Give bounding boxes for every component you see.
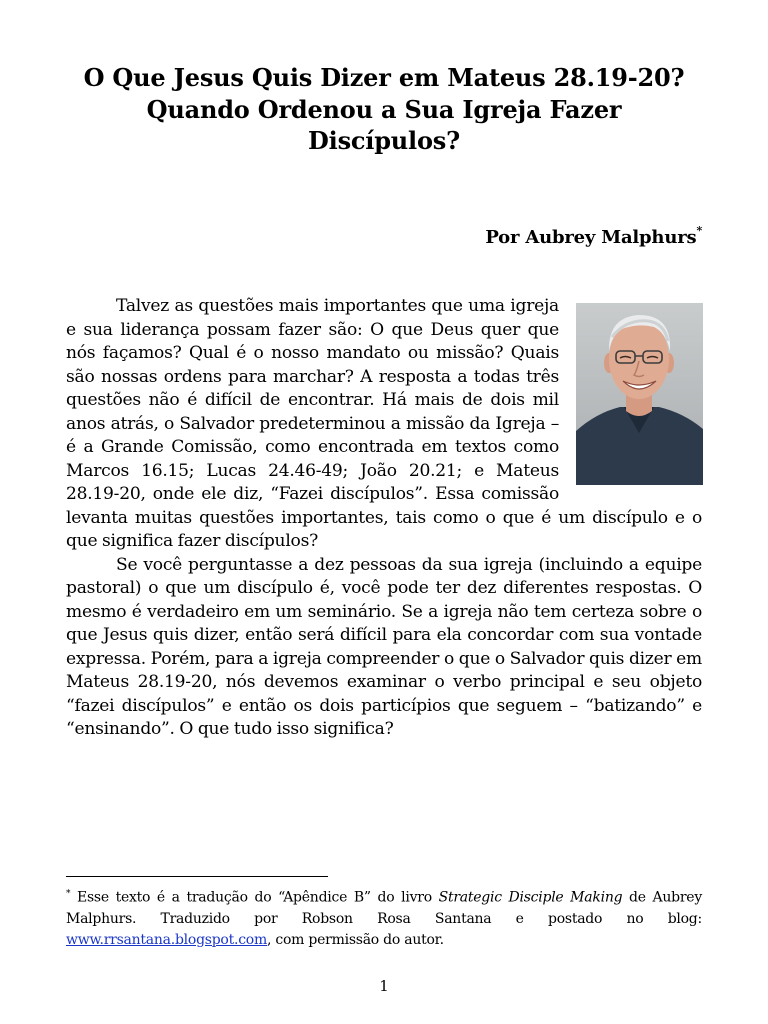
page-number: 1	[379, 977, 389, 995]
footnote-mark: *	[66, 889, 71, 899]
paragraph-2: Se você perguntasse a dez pessoas da sua igreja (incluindo a equipe pastoral) o que um discípulo é, você pode ter dez diferentes respostas. O mesmo é verdadeiro em um seminário. Se a igreja não tem certeza sobre o que Jesus quis dizer, então será difícil para ela concordar com sua vontade expressa. Porém, para a igreja compreender o que o Salvador quis dizer em Mateus 28.19-20, nós devemos examinar o verbo principal e seu objeto “fazei discípulos” e então os dois particípios que seguem – “batizando” e “ensinando”. O que tudo isso significa?	[66, 554, 702, 739]
title-line-2: Quando Ordenou a Sua Igreja Fazer	[146, 94, 622, 124]
footnote-text-before: Esse texto é a tradução do “Apêndice B” do livro	[70, 889, 439, 906]
footnote-book-title: Strategic Disciple Making	[438, 889, 623, 906]
footnote-text-after: , com permissão do autor.	[266, 931, 444, 948]
author-photo	[576, 303, 703, 485]
paragraph-1: Talvez as questões mais importantes que uma igreja e sua liderança possam fazer são: O que Deus quer que nós façamos? Qual é o nosso mandato ou missão? Quais são nossas ordens para marchar? A resposta a todas três questões não é difícil de encontrar. Há mais de dois mil anos atrás, o Salvador predeterminou a missão da Igreja – é a Grande Comissão, como encontrada em textos como Marcos 16.15; Lucas 24.46-49; João 20.21; e Mateus 28.19-20, onde ele diz, “Fazei discípulos”. Essa comissão levanta muitas questões importantes, tais como o que é um discípulo e o que significa fazer discípulos?	[66, 296, 702, 551]
footnote-separator	[66, 876, 328, 877]
author-name: Por Aubrey Malphurs	[485, 227, 697, 248]
author-byline	[485, 221, 702, 250]
document-title	[66, 62, 702, 157]
footnote-text-middle: de Aubrey Malphurs. Traduzido por Robson Rosa Santana e postado no blog:	[66, 889, 702, 927]
title-line-1: O Que Jesus Quis Dizer em Mateus 28.19-20?	[83, 63, 685, 92]
footnote	[66, 884, 702, 951]
author-footnote-mark: *	[696, 224, 702, 237]
title-line-3: Discípulos?	[308, 126, 460, 155]
blog-link[interactable]: www.rrsantana.blogspot.com	[66, 931, 267, 948]
author-portrait-image	[576, 303, 703, 485]
